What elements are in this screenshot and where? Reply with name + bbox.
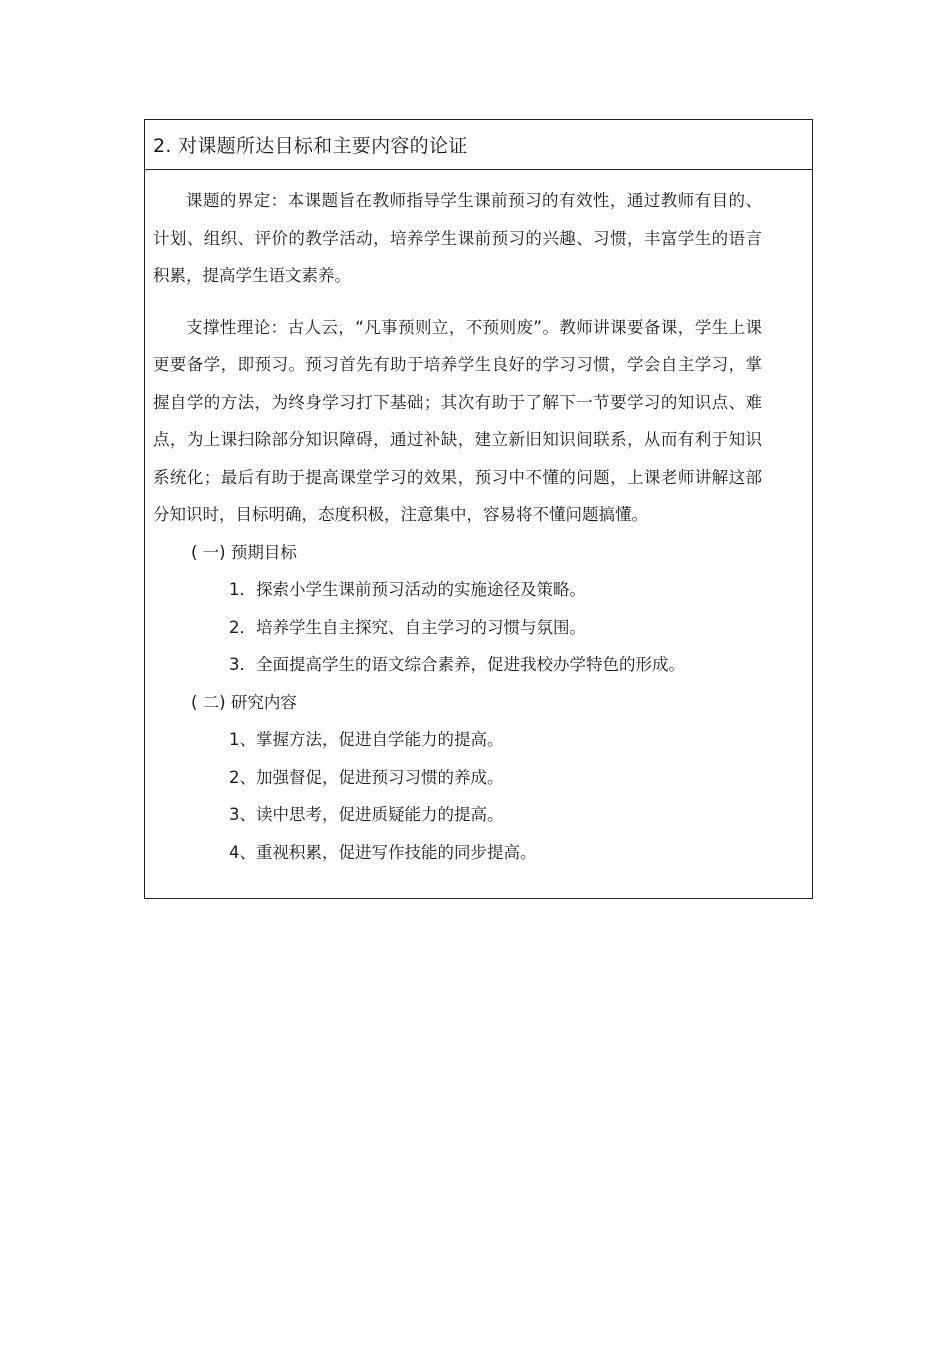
section-title: 2. 对课题所达目标和主要内容的论证 xyxy=(145,120,812,170)
content-cell xyxy=(145,170,812,871)
goals-heading: ( 一) 预期目标 xyxy=(191,542,297,562)
argument-table xyxy=(144,119,813,899)
goal-item: 3．全面提高学生的语文综合素养，促进我校办学特色的形成。 xyxy=(229,655,685,674)
research-item: 3、读中思考，促进质疑能力的提高。 xyxy=(229,805,504,824)
theory-paragraph: 支撑性理论：古人云，“凡事预则立，不预则废”。教师讲课要备课，学生上课更要备学，即预习。预习首先有助于培养学生良好的学习习惯，学会自主学习，掌握自学的方法，为终身学习打下基础；其次有助于了解下一节要学习的知识点、难点，为上课扫除部分知识障碍，通过补缺，建立新旧知识间联系，从而有利于知识系统化；最后有助于提高课堂学习的效果，预习中不懂的问题，上课老师讲解这部分知识时，目标明确，态度积极，注意集中，容易将不懂问题搞懂。 xyxy=(153,317,762,524)
research-item: 4、重视积累，促进写作技能的同步提高。 xyxy=(229,842,537,862)
research-item: 1、掌握方法，促进自学能力的提高。 xyxy=(229,730,504,749)
research-item: 2、加强督促，促进预习习惯的养成。 xyxy=(229,767,504,787)
definition-paragraph: 课题的界定：本课题旨在教师指导学生课前预习的有效性，通过教师有目的、计划、组织、评价的教学活动，培养学生课前预习的兴趣、习惯，丰富学生的语言积累，提高学生语文素养。 xyxy=(153,191,762,285)
goal-item: 1．探索小学生课前预习活动的实施途径及策略。 xyxy=(229,580,586,599)
goal-item: 2．培养学生自主探究、自主学习的习惯与氛围。 xyxy=(229,617,586,637)
research-heading: ( 二) 研究内容 xyxy=(191,692,297,712)
